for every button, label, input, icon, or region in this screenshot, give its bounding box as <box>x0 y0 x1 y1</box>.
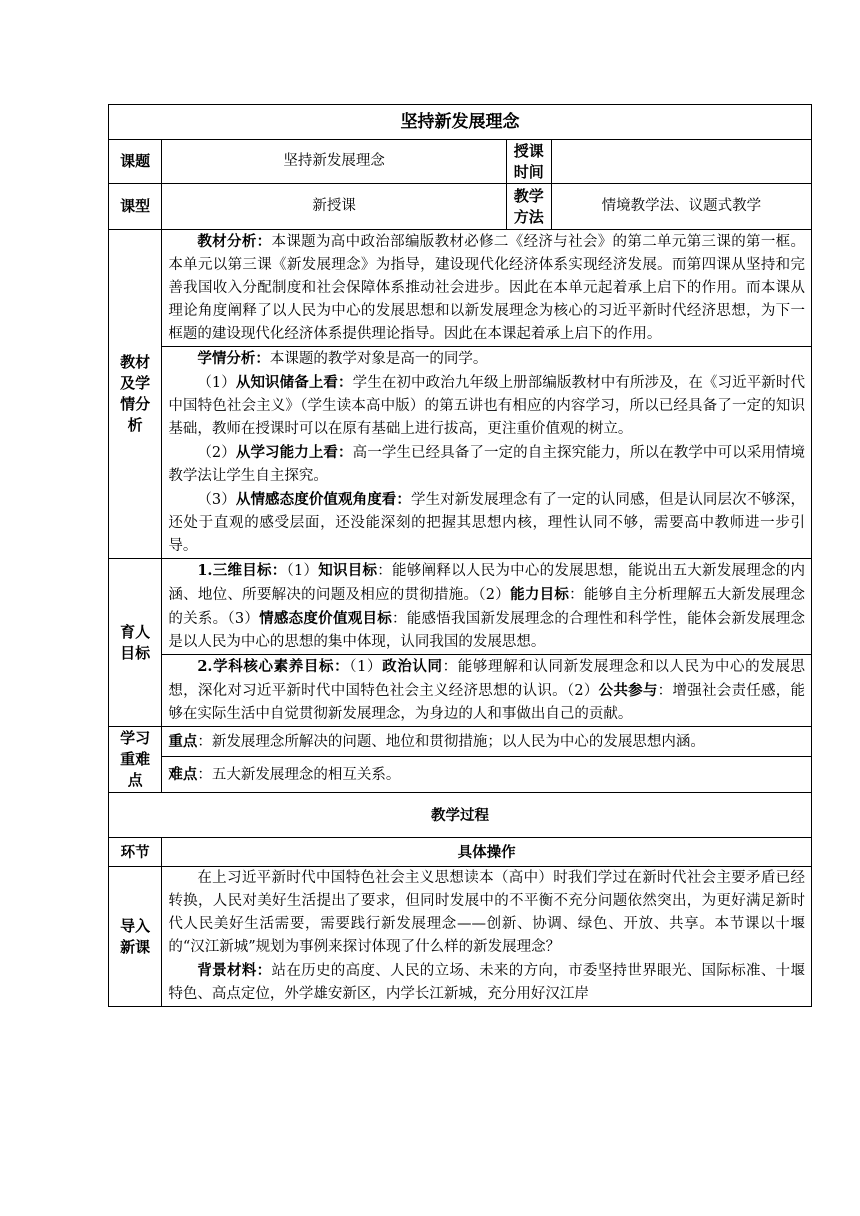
time-label: 授课时间 <box>506 140 551 184</box>
goal1-head: 1.三维目标： <box>197 562 287 579</box>
goals-label: 育人目标 <box>109 559 162 727</box>
goal1-k-head: 知识目标 <box>318 562 378 579</box>
emotion-body: 学生对新发展理念有了一定的认同感，但是认同层次不够深，还处于直观的感受层面，还没能深刻的把握其思想内核，理性认同不够，需要高中教师进一步引导。 <box>168 492 805 554</box>
goal1-a-body: ：能够自主分析理解五大新发展理念的关系。 <box>168 587 806 627</box>
goal2-c-num: （2） <box>566 683 599 699</box>
topic-label: 课题 <box>109 140 162 184</box>
intro-body: 在上习近平新时代中国特色社会主义思想读本（高中）时我们学过在新时代社会主要矛盾已经转换，人民对美好生活提出了要求，但同时发展中的不平衡不充分问题依然突出，为更好满足新时代人民美好生活需要，需要践行新发展理念——创新、协调、绿色、开放、共享。本节课以十堰的“汉江新城”规划为事例来探讨体现了什么样的新发展理念？ <box>168 870 805 955</box>
key-points-label: 学习重难点 <box>109 727 162 793</box>
goal1-e-body: ：能感悟我国新发展理念的合理性和科学性，能体会新发展理念是以人民为中心的思想的集中体现，认同我国的发展思想。 <box>168 611 806 650</box>
goal2-head: 2.学科核心素养目标： <box>197 658 350 675</box>
knowledge-body: 学生在初中政治九年级上册部编版教材中有所涉及，在《习近平新时代中国特色社会主义》（学生读本高中版）的第五讲也有相应的内容学习，所以已经具备了一定的知识基础，教师在授课时可以在原有基础上进行拔高，更注重价值观的树立。 <box>168 375 806 437</box>
focus-body: ：新发展理念所解决的问题、地位和贯彻措施；以人民为中心的发展思想内涵。 <box>197 733 705 750</box>
table-title: 坚持新发展理念 <box>109 105 812 140</box>
textbook-analysis-body: 本课题为高中政治部编版教材必修二《经济与社会》的第二单元第三课的第一框。本单元以第三课《新发展理念》为指导，建设现代化经济体系实现经济发展。而第四课从坚持和完善我国收入分配制度和社会保障体系推动社会进步。因此在本单元起着承上启下的作用。而本课从理论角度阐释了以人民为中心的发展思想和以新发展理念为核心的习近平新时代经济思想，为下一框题的建设现代化经济体系提供理论指导。因此在本课起着承上启下的作用。 <box>168 234 806 342</box>
type-label: 课型 <box>109 184 162 230</box>
ability-num: （2） <box>197 445 236 461</box>
intro-label: 导入新课 <box>109 867 162 1007</box>
three-dim-goals <box>162 559 812 655</box>
stage-header: 环节 <box>109 838 162 867</box>
knowledge-head: 从知识储备上看： <box>235 374 353 391</box>
process-title: 教学过程 <box>109 793 812 838</box>
emotion-num: （3） <box>197 492 236 508</box>
type-value: 新授课 <box>162 184 507 230</box>
difficulty-head: 难点 <box>168 765 198 783</box>
textbook-analysis <box>162 230 812 347</box>
goal2-p-num: （1） <box>349 659 383 675</box>
operation-header: 具体操作 <box>162 838 812 867</box>
lesson-plan-table <box>108 104 812 1007</box>
focus-head: 重点 <box>168 732 198 750</box>
focus-row <box>162 727 812 757</box>
emotion-head: 从情感态度价值观角度看： <box>235 491 411 508</box>
goal2-c-head: 公共参与 <box>598 682 658 699</box>
goal1-e-head: 情感态度价值观目标 <box>259 610 392 627</box>
goal2-c-body: ：增强社会责任感，能够在实际生活中自觉贯彻新发展理念，为身边的人和事做出自己的贡献。 <box>168 683 806 722</box>
goal2-p-head: 政治认同 <box>382 658 443 675</box>
textbook-analysis-head: 教材分析： <box>197 233 272 250</box>
difficulty-row <box>162 757 812 793</box>
goal1-a-head: 能力目标 <box>510 586 570 603</box>
student-analysis <box>162 347 812 559</box>
method-label: 教学方法 <box>506 184 551 230</box>
background-body: 站在历史的高度、人民的立场、未来的方向，市委坚持世界眼光、国际标准、十堰特色、高点定位，外学雄安新区，内学长江新城，充分用好汉江岸 <box>168 963 806 1002</box>
goal1-k-num: （1） <box>286 563 319 579</box>
core-literacy-goals <box>162 655 812 727</box>
ability-head: 从学习能力上看： <box>235 444 353 461</box>
intro-content <box>162 867 812 1007</box>
goal2-p-body: ：能够理解和认同新发展理念和以人民为中心的发展思想，深化对习近平新时代中国特色社会主义经济思想的认识。 <box>168 659 806 699</box>
topic-value: 坚持新发展理念 <box>162 140 507 184</box>
student-analysis-head: 学情分析： <box>197 350 270 367</box>
time-value <box>551 140 811 184</box>
goal1-k-body: ：能够阐释以人民为中心的发展思想，能说出五大新发展理念的内涵、地位、所要解决的问题及相应的贯彻措施。 <box>168 563 805 603</box>
background-head: 背景材料： <box>197 962 272 979</box>
analysis-label: 教材及学情分析 <box>109 230 162 559</box>
goal1-a-num: （2） <box>478 587 511 603</box>
ability-body: 高一学生已经具备了一定的自主探究能力，所以在教学中可以采用情境教学法让学生自主探究。 <box>168 445 806 484</box>
goal1-e-num: （3） <box>227 611 260 627</box>
student-analysis-body: 本课题的教学对象是高一的同学。 <box>269 351 488 367</box>
knowledge-num: （1） <box>197 375 236 391</box>
method-value: 情境教学法、议题式教学 <box>551 184 811 230</box>
difficulty-body: ：五大新发展理念的相互关系。 <box>197 766 401 783</box>
